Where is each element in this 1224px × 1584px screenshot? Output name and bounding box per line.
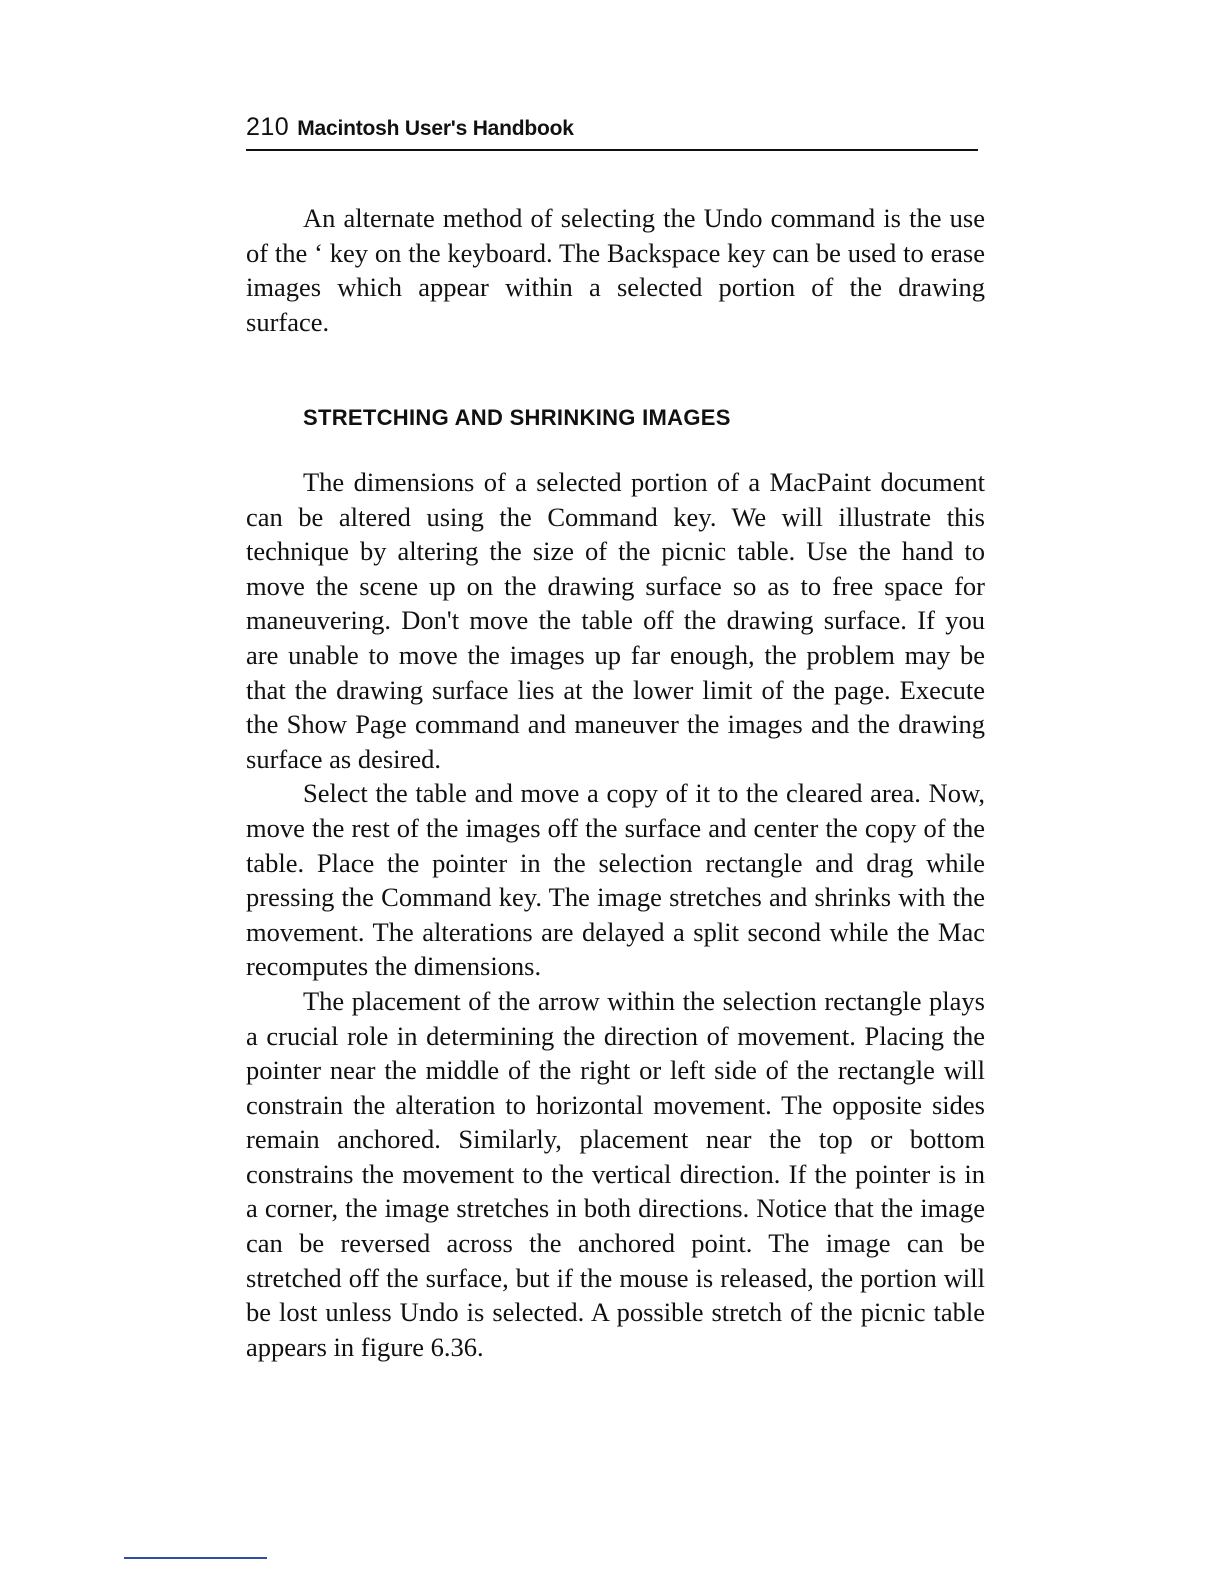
body-paragraph-1: The dimensions of a selected portion of a MacPaint document can be altered using the Command key. We will illustrate this technique by altering the size of the picnic table. Use the hand to move the scene up on the drawing surface so as to free space for maneuvering. Don't move the table off the drawing surface. If you are unable to move the images up far enough, the problem may be that the drawing surface lies at the lower limit of the page. Execute the Show Page command and maneuver the images and the drawing surface as desired.	[246, 467, 985, 774]
section-heading: STRETCHING AND SHRINKING IMAGES	[303, 405, 731, 430]
section-body	[246, 465, 985, 1364]
intro-paragraph: An alternate method of selecting the Undo command is the use of the ‘ key on the keyboard. The Backspace key can be used to erase images which appear within a selected portion of the drawing surface.	[246, 203, 985, 337]
footer-rule	[124, 1557, 267, 1559]
running-header	[246, 113, 978, 151]
intro-block	[246, 201, 985, 339]
body-paragraph-2: Select the table and move a copy of it to the cleared area. Now, move the rest of the images off the surface and center the copy of the table. Place the pointer in the selection rectangle and drag while pressing the Command key. The image stretches and shrinks with the movement. The alterations are delayed a split second while the Mac recomputes the dimensions.	[246, 778, 985, 982]
book-title: Macintosh User's Handbook	[297, 117, 574, 140]
body-paragraph-3: The placement of the arrow within the selection rectangle plays a crucial role in determining the direction of movement. Placing the pointer near the middle of the right or left side of the rectangle will constrain the alteration to horizontal movement. The opposite sides remain anchored. Similarly, placement near the top or bottom constrains the movement to the vertical direction. If the pointer is in a corner, the image stretches in both directions. Notice that the image can be reversed across the anchored point. The image can be stretched off the surface, but if the mouse is released, the portion will be lost unless Undo is selected. A possible stretch of the picnic table appears in figure 6.36.	[246, 985, 985, 1362]
page-number: 210	[246, 113, 290, 141]
